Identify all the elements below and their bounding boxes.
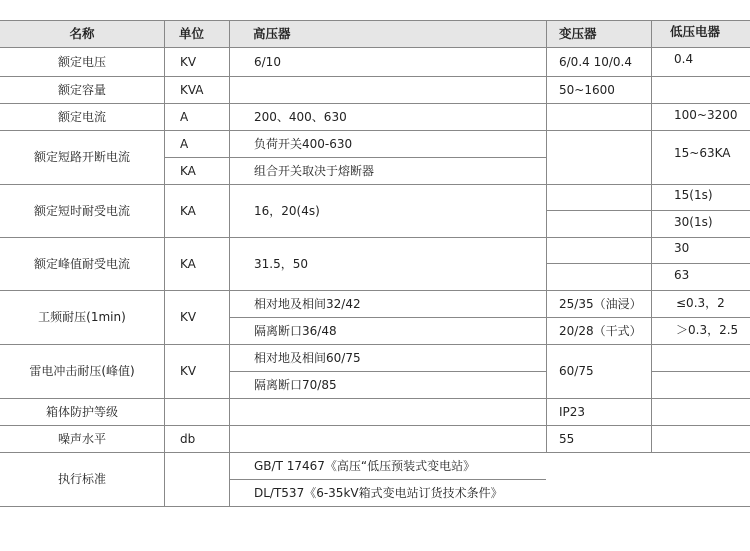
column-divider: [164, 20, 165, 506]
row-lightning-name: 雷电冲击耐压(峰值): [29, 364, 135, 378]
row-divider: [0, 47, 750, 48]
row-divider: [0, 506, 750, 507]
row-protection-name: 箱体防护等级: [45, 405, 118, 419]
row-standard-line2: DL/T537《6-35kV箱式变电站订货技术条件》: [254, 486, 503, 500]
row-powerfreq-lv2: ＞0.3，2.5: [676, 323, 739, 337]
row-noise-name: 噪声水平: [57, 432, 106, 446]
row-standard-name: 执行标准: [57, 472, 106, 486]
row-capacity-name: 额定容量: [57, 83, 106, 97]
row-powerfreq-hv2: 隔离断口36/48: [254, 324, 337, 338]
row-voltage-unit: KV: [180, 55, 197, 69]
row-divider: [229, 317, 750, 318]
header-name: 名称: [69, 26, 95, 41]
row-lightning-unit: KV: [180, 364, 197, 378]
row-lightning-tr: 60/75: [559, 364, 594, 378]
header-transformer: 变压器: [559, 26, 597, 41]
column-divider: [651, 20, 652, 452]
row-peak-lv2: 63: [674, 268, 690, 282]
row-current-unit: A: [180, 110, 189, 124]
column-divider: [546, 20, 547, 452]
row-capacity-tr: 50~1600: [559, 83, 615, 97]
row-divider: [0, 184, 750, 185]
row-divider: [0, 130, 750, 131]
row-lightning-hv2: 隔离断口70/85: [254, 378, 337, 392]
row-capacity-unit: KVA: [180, 83, 204, 97]
row-divider: [0, 237, 750, 238]
row-voltage-hv: 6/10: [254, 55, 281, 69]
row-current-lv: 100~3200: [674, 108, 738, 122]
row-breaking-lv: 15~63KA: [674, 146, 731, 160]
row-divider: [0, 344, 750, 345]
row-powerfreq-unit: KV: [180, 310, 197, 324]
row-standard-line1: GB/T 17467《高压“低压预装式变电站》: [254, 459, 476, 473]
row-powerfreq-tr1: 25/35（油浸）: [559, 297, 642, 311]
row-powerfreq-name: 工频耐压(1min): [38, 310, 126, 324]
row-breaking-unit1: A: [180, 137, 189, 151]
row-peak-name: 额定峰值耐受电流: [33, 257, 130, 271]
row-divider: [0, 76, 750, 77]
header-lv: 低压电器: [670, 24, 721, 39]
row-divider: [229, 479, 546, 480]
row-lightning-hv1: 相对地及相间60/75: [254, 351, 361, 365]
row-divider: [651, 371, 750, 372]
row-divider: [0, 452, 750, 453]
row-powerfreq-hv1: 相对地及相间32/42: [254, 297, 361, 311]
row-shorttime-unit: KA: [180, 204, 196, 218]
row-breaking-hv2: 组合开关取决于熔断器: [254, 164, 375, 178]
row-powerfreq-tr2: 20/28（干式）: [559, 324, 642, 338]
row-current-hv: 200、400、630: [254, 110, 347, 124]
header-unit: 单位: [179, 26, 205, 41]
row-protection-tr: IP23: [559, 405, 586, 419]
row-divider: [164, 157, 546, 158]
row-shorttime-lv1: 15(1s): [674, 188, 713, 202]
row-divider: [0, 290, 750, 291]
row-divider: [229, 371, 546, 372]
row-peak-lv1: 30: [674, 241, 690, 255]
row-powerfreq-lv1: ≤0.3，2: [676, 296, 725, 310]
row-peak-unit: KA: [180, 257, 196, 271]
row-current-name: 额定电流: [57, 110, 106, 124]
row-shorttime-name: 额定短时耐受电流: [33, 204, 130, 218]
header-hv: 高压器: [253, 26, 291, 41]
row-voltage-lv: 0.4: [674, 52, 694, 66]
row-noise-tr: 55: [559, 432, 575, 446]
row-shorttime-lv2: 30(1s): [674, 215, 713, 229]
row-divider: [546, 263, 750, 264]
row-divider: [0, 20, 750, 21]
row-peak-hv: 31.5，50: [254, 257, 308, 271]
row-divider: [0, 103, 750, 104]
row-divider: [0, 398, 750, 399]
row-breaking-name: 额定短路开断电流: [33, 150, 130, 164]
row-breaking-unit2: KA: [180, 164, 196, 178]
row-voltage-name: 额定电压: [57, 55, 106, 69]
row-shorttime-hv: 16，20(4s): [254, 204, 320, 218]
column-divider: [229, 20, 230, 506]
row-noise-unit: db: [180, 432, 196, 446]
row-breaking-hv1: 负荷开关400-630: [254, 137, 353, 151]
row-divider: [546, 210, 750, 211]
row-divider: [0, 425, 750, 426]
row-voltage-tr: 6/0.4 10/0.4: [559, 55, 632, 69]
